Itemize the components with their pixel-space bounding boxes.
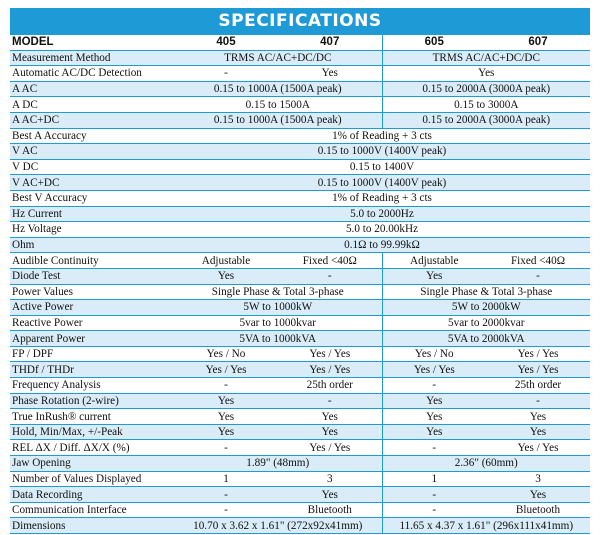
spec-row bbox=[10, 268, 590, 284]
spec-row bbox=[10, 440, 590, 456]
spec-label: Automatic AC/DC Detection bbox=[10, 66, 174, 82]
spec-value-all-models: 0.15 to 1000V (1400V peak) bbox=[174, 175, 590, 191]
model-405-header: 405 bbox=[174, 35, 278, 51]
spec-row bbox=[10, 300, 590, 316]
spec-value-all-models: 5.0 to 20.00kHz bbox=[174, 222, 590, 238]
spec-row bbox=[10, 206, 590, 222]
spec-value-405-407: 0.15 to 1000A (1500A peak) bbox=[174, 81, 382, 97]
spec-label: A AC+DC bbox=[10, 112, 174, 128]
spec-value-605: - bbox=[382, 378, 486, 394]
spec-row bbox=[10, 284, 590, 300]
spec-value-407: Yes / Yes bbox=[278, 362, 382, 378]
spec-value-605: - bbox=[382, 487, 486, 503]
spec-value-405-407: 5VA to 1000kVA bbox=[174, 331, 382, 347]
spec-row bbox=[10, 144, 590, 160]
spec-value-605: Yes bbox=[382, 424, 486, 440]
model-407-header: 407 bbox=[278, 35, 382, 51]
spec-label: Measurement Method bbox=[10, 50, 174, 66]
spec-value-407: - bbox=[278, 268, 382, 284]
spec-label: Phase Rotation (2-wire) bbox=[10, 393, 174, 409]
spec-label: Reactive Power bbox=[10, 315, 174, 331]
spec-value-605: 1 bbox=[382, 471, 486, 487]
spec-label: Hold, Min/Max, +/-Peak bbox=[10, 424, 174, 440]
spec-value-405: Yes bbox=[174, 268, 278, 284]
spec-value-407: Yes bbox=[278, 487, 382, 503]
spec-label: Frequency Analysis bbox=[10, 378, 174, 394]
spec-row bbox=[10, 362, 590, 378]
model-header-row bbox=[10, 35, 590, 51]
spec-row bbox=[10, 378, 590, 394]
spec-value-405: - bbox=[174, 440, 278, 456]
spec-value-405-407: TRMS AC/AC+DC/DC bbox=[174, 50, 382, 66]
spec-row bbox=[10, 66, 590, 82]
spec-row bbox=[10, 175, 590, 191]
spec-value-all-models: 0.15 to 1000V (1400V peak) bbox=[174, 144, 590, 160]
spec-row bbox=[10, 237, 590, 253]
spec-value-405-407: Single Phase & Total 3-phase bbox=[174, 284, 382, 300]
spec-value-607: Yes / Yes bbox=[486, 440, 590, 456]
spec-value-605-607: Single Phase & Total 3-phase bbox=[382, 284, 590, 300]
spec-value-607: Yes / Yes bbox=[486, 362, 590, 378]
spec-value-405-407: 0.15 to 1500A bbox=[174, 97, 382, 113]
spec-label: REL ΔX / Diff. ΔX/X (%) bbox=[10, 440, 174, 456]
spec-label: FP / DPF bbox=[10, 346, 174, 362]
spec-row bbox=[10, 502, 590, 518]
spec-label: V DC bbox=[10, 159, 174, 175]
spec-row bbox=[10, 112, 590, 128]
spec-label: A AC bbox=[10, 81, 174, 97]
spec-value-605: Yes / Yes bbox=[382, 362, 486, 378]
spec-value-605-607: 2.36" (60mm) bbox=[382, 456, 590, 472]
spec-row bbox=[10, 50, 590, 66]
spec-row bbox=[10, 81, 590, 97]
spec-label: True InRush® current bbox=[10, 409, 174, 425]
spec-row bbox=[10, 222, 590, 238]
spec-value-405-407: 5W to 1000kW bbox=[174, 300, 382, 316]
spec-row bbox=[10, 190, 590, 206]
spec-label: Jaw Opening bbox=[10, 456, 174, 472]
spec-row bbox=[10, 409, 590, 425]
spec-value-605: Adjustable bbox=[382, 253, 486, 269]
spec-label: Hz Current bbox=[10, 206, 174, 222]
specifications-table bbox=[10, 34, 590, 534]
spec-row bbox=[10, 456, 590, 472]
spec-label: V AC bbox=[10, 144, 174, 160]
spec-label: Dimensions bbox=[10, 518, 174, 534]
spec-value-405: Yes / Yes bbox=[174, 362, 278, 378]
specifications-table-body bbox=[10, 35, 590, 534]
spec-value-607: Yes bbox=[486, 409, 590, 425]
spec-row bbox=[10, 159, 590, 175]
spec-value-605: - bbox=[382, 440, 486, 456]
spec-value-all-models: 5.0 to 2000Hz bbox=[174, 206, 590, 222]
spec-value-605: Yes bbox=[382, 393, 486, 409]
spec-value-607: - bbox=[486, 268, 590, 284]
spec-label: Active Power bbox=[10, 300, 174, 316]
spec-value-405: Yes bbox=[174, 393, 278, 409]
spec-value-405: Yes / No bbox=[174, 346, 278, 362]
spec-value-all-models: 0.1Ω to 99.99kΩ bbox=[174, 237, 590, 253]
spec-value-405-407: 5var to 1000kvar bbox=[174, 315, 382, 331]
spec-label: Diode Test bbox=[10, 268, 174, 284]
spec-label: Audible Continuity bbox=[10, 253, 174, 269]
spec-label: V AC+DC bbox=[10, 175, 174, 191]
spec-value-405: - bbox=[174, 378, 278, 394]
spec-value-405: Yes bbox=[174, 409, 278, 425]
spec-value-605-607: 0.15 to 2000A (3000A peak) bbox=[382, 81, 590, 97]
spec-value-407: Yes bbox=[278, 424, 382, 440]
spec-label: Apparent Power bbox=[10, 331, 174, 347]
spec-label: Communication Interface bbox=[10, 502, 174, 518]
spec-label: Best V Accuracy bbox=[10, 190, 174, 206]
spec-value-607: Fixed <40Ω bbox=[486, 253, 590, 269]
spec-value-405: Yes bbox=[174, 424, 278, 440]
spec-label: Number of Values Displayed bbox=[10, 471, 174, 487]
spec-value-405: 1 bbox=[174, 471, 278, 487]
spec-value-407: 25th order bbox=[278, 378, 382, 394]
spec-row bbox=[10, 393, 590, 409]
spec-value-605: - bbox=[382, 502, 486, 518]
model-607-header: 607 bbox=[486, 35, 590, 51]
spec-row bbox=[10, 315, 590, 331]
spec-value-405-407: 1.89" (48mm) bbox=[174, 456, 382, 472]
spec-value-405: - bbox=[174, 487, 278, 503]
spec-row bbox=[10, 97, 590, 113]
spec-value-605-607: Yes bbox=[382, 66, 590, 82]
spec-row bbox=[10, 487, 590, 503]
spec-value-405: - bbox=[174, 66, 278, 82]
specifications-banner: SPECIFICATIONS bbox=[10, 8, 590, 34]
spec-value-407: Yes / Yes bbox=[278, 440, 382, 456]
spec-label: Hz Voltage bbox=[10, 222, 174, 238]
model-605-header: 605 bbox=[382, 35, 486, 51]
spec-value-605-607: TRMS AC/AC+DC/DC bbox=[382, 50, 590, 66]
spec-label: Data Recording bbox=[10, 487, 174, 503]
spec-label: Best A Accuracy bbox=[10, 128, 174, 144]
spec-row bbox=[10, 253, 590, 269]
spec-value-407: Yes bbox=[278, 409, 382, 425]
spec-value-605-607: 5W to 2000kW bbox=[382, 300, 590, 316]
spec-value-407: Yes bbox=[278, 66, 382, 82]
spec-value-405-407: 0.15 to 1000A (1500A peak) bbox=[174, 112, 382, 128]
spec-value-605-607: 5var to 2000kvar bbox=[382, 315, 590, 331]
spec-value-605: Yes / No bbox=[382, 346, 486, 362]
spec-row bbox=[10, 331, 590, 347]
spec-value-405-407: 10.70 x 3.62 x 1.61" (272x92x41mm) bbox=[174, 518, 382, 534]
spec-label: A DC bbox=[10, 97, 174, 113]
model-header-label: MODEL bbox=[10, 35, 174, 51]
spec-label: THDf / THDr bbox=[10, 362, 174, 378]
spec-value-607: 3 bbox=[486, 471, 590, 487]
spec-row bbox=[10, 471, 590, 487]
spec-value-405: Adjustable bbox=[174, 253, 278, 269]
spec-value-607: Yes bbox=[486, 487, 590, 503]
spec-row bbox=[10, 346, 590, 362]
spec-row bbox=[10, 518, 590, 534]
spec-value-605-607: 0.15 to 2000A (3000A peak) bbox=[382, 112, 590, 128]
spec-value-605: Yes bbox=[382, 268, 486, 284]
spec-value-605-607: 11.65 x 4.37 x 1.61" (296x111x41mm) bbox=[382, 518, 590, 534]
spec-value-all-models: 0.15 to 1400V bbox=[174, 159, 590, 175]
spec-value-407: Fixed <40Ω bbox=[278, 253, 382, 269]
spec-value-407: Bluetooth bbox=[278, 502, 382, 518]
spec-value-607: Yes / Yes bbox=[486, 346, 590, 362]
spec-label: Power Values bbox=[10, 284, 174, 300]
spec-value-607: Yes bbox=[486, 424, 590, 440]
spec-value-407: - bbox=[278, 393, 382, 409]
spec-value-all-models: 1% of Reading + 3 cts bbox=[174, 190, 590, 206]
spec-value-607: Bluetooth bbox=[486, 502, 590, 518]
spec-value-605-607: 5VA to 2000kVA bbox=[382, 331, 590, 347]
spec-value-605-607: 0.15 to 3000A bbox=[382, 97, 590, 113]
spec-value-407: Yes / Yes bbox=[278, 346, 382, 362]
spec-row bbox=[10, 128, 590, 144]
spec-value-607: - bbox=[486, 393, 590, 409]
spec-value-607: 25th order bbox=[486, 378, 590, 394]
spec-value-407: 3 bbox=[278, 471, 382, 487]
spec-label: Ohm bbox=[10, 237, 174, 253]
spec-value-605: Yes bbox=[382, 409, 486, 425]
spec-row bbox=[10, 424, 590, 440]
spec-value-all-models: 1% of Reading + 3 cts bbox=[174, 128, 590, 144]
spec-value-405: - bbox=[174, 502, 278, 518]
